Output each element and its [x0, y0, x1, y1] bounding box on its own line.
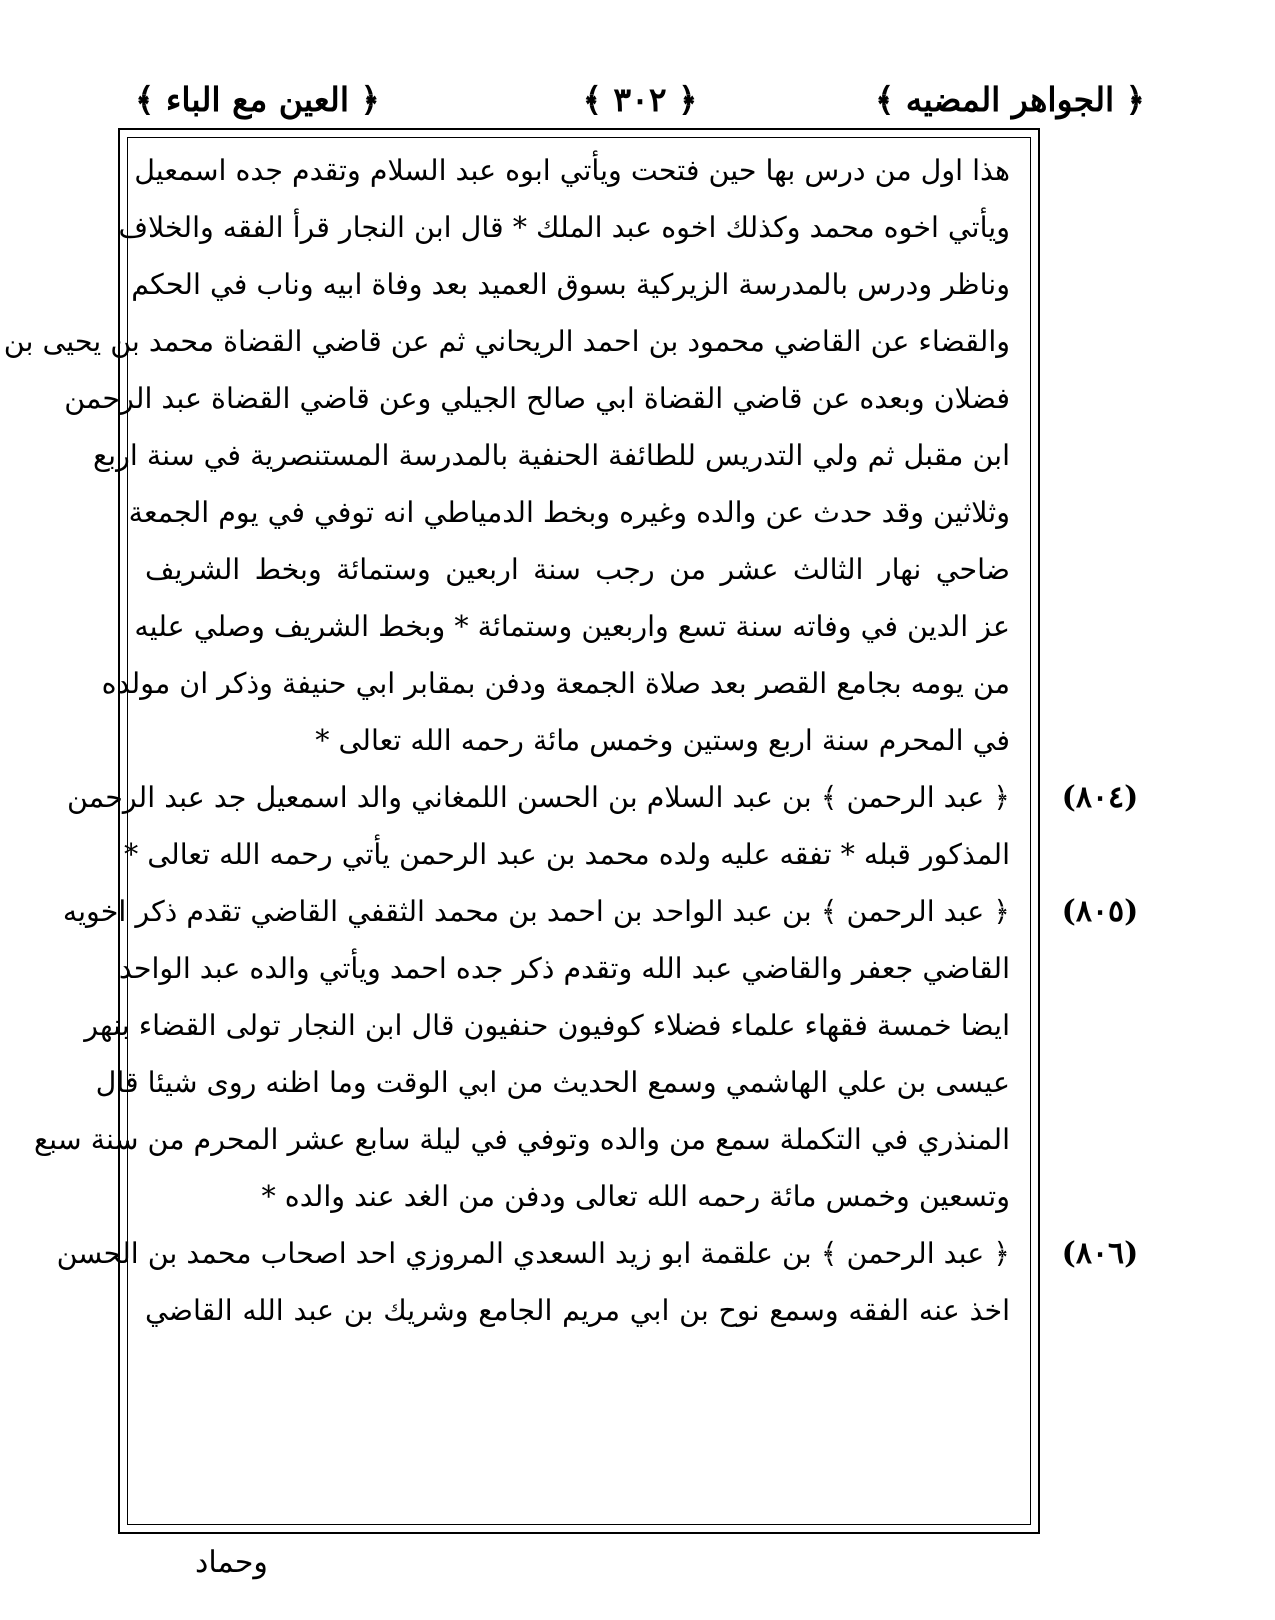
text-line: وثلاثين وقد حدث عن والده وغيره وبخط الدمياطي انه توفي في يوم الجمعة [128, 496, 1010, 529]
text-line: عز الدين في وفاته سنة تسع واربعين وستمائة * وبخط الشريف وصلي عليه [134, 610, 1010, 643]
text-line: عيسى بن علي الهاشمي وسمع الحديث من ابي الوقت وما اظنه روى شيئا قال [95, 1066, 1010, 1099]
text-line: ايضا خمسة فقهاء علماء فضلاء كوفيون حنفيون قال ابن النجار تولى القضاء بنهر [84, 1009, 1010, 1042]
text-line: المذكور قبله * تفقه عليه ولده محمد بن عبد الرحمن يأتي رحمه الله تعالى * [123, 838, 1010, 871]
text-line: اخذ عنه الفقه وسمع نوح بن ابي مريم الجامع وشريك بن عبد الله القاضي [145, 1294, 1010, 1327]
entry-heading-line: ﴿ عبد الرحمن ﴾ بن علقمة ابو زيد السعدي المروزي احد اصحاب محمد بن الحسن [56, 1237, 1010, 1270]
entry-number: (٨٠٦) [1061, 1236, 1139, 1271]
text-line: ضاحي نهار الثالث عشر من رجب سنة اربعين وستمائة وبخط الشريف [145, 553, 1010, 586]
running-header [135, 72, 1145, 132]
entry-number: (٨٠٤) [1061, 780, 1139, 815]
text-line: فضلان وبعده عن قاضي القضاة ابي صالح الجيلي وعن قاضي القضاة عبد الرحمن [64, 382, 1010, 415]
book-title: ﴿ الجواهر المضيه ﴾ [874, 80, 1145, 119]
entry-heading-line: ﴿ عبد الرحمن ﴾ بن عبد السلام بن الحسن اللمغاني والد اسمعيل جد عبد الرحمن [67, 781, 1010, 814]
text-line: من يومه بجامع القصر بعد صلاة الجمعة ودفن بمقابر ابي حنيفة وذكر ان مولده [101, 667, 1010, 700]
text-line: القاضي جعفر والقاضي عبد الله وتقدم ذكر جده احمد ويأتي والده عبد الواحد [118, 952, 1010, 985]
text-line: هذا اول من درس بها حين فتحت ويأتي ابوه عبد السلام وتقدم جده اسمعيل [134, 154, 1010, 187]
text-line: وتسعين وخمس مائة رحمه الله تعالى ودفن من الغد عند والده * [261, 1180, 1010, 1213]
text-line: وناظر ودرس بالمدرسة الزيركية بسوق العميد بعد وفاة ابيه وناب في الحكم [131, 268, 1010, 301]
main-text [3, 142, 1010, 1339]
entry-number: (٨٠٥) [1061, 894, 1139, 929]
text-line: والقضاء عن القاضي محمود بن احمد الريحاني ثم عن قاضي القضاة محمد بن يحيى بن [3, 325, 1010, 358]
catchword: وحماد [195, 1545, 268, 1580]
text-line: المنذري في التكملة سمع من والده وتوفي في ليلة سابع عشر المحرم من سنة سبع [34, 1123, 1010, 1156]
entry-heading-line: ﴿ عبد الرحمن ﴾ بن عبد الواحد بن احمد بن محمد الثقفي القاضي تقدم ذكر اخويه [62, 895, 1010, 928]
text-line: ابن مقبل ثم ولي التدريس للطائفة الحنفية بالمدرسة المستنصرية في سنة اربع [93, 439, 1010, 472]
text-line: في المحرم سنة اربع وستين وخمس مائة رحمه الله تعالى * [315, 724, 1010, 757]
page-number: ﴿ ٣٠٢ ﴾ [582, 80, 698, 119]
text-line: ويأتي اخوه محمد وكذلك اخوه عبد الملك * قال ابن النجار قرأ الفقه والخلاف [118, 211, 1010, 244]
section-title: ﴿ العين مع الباء ﴾ [135, 80, 380, 119]
